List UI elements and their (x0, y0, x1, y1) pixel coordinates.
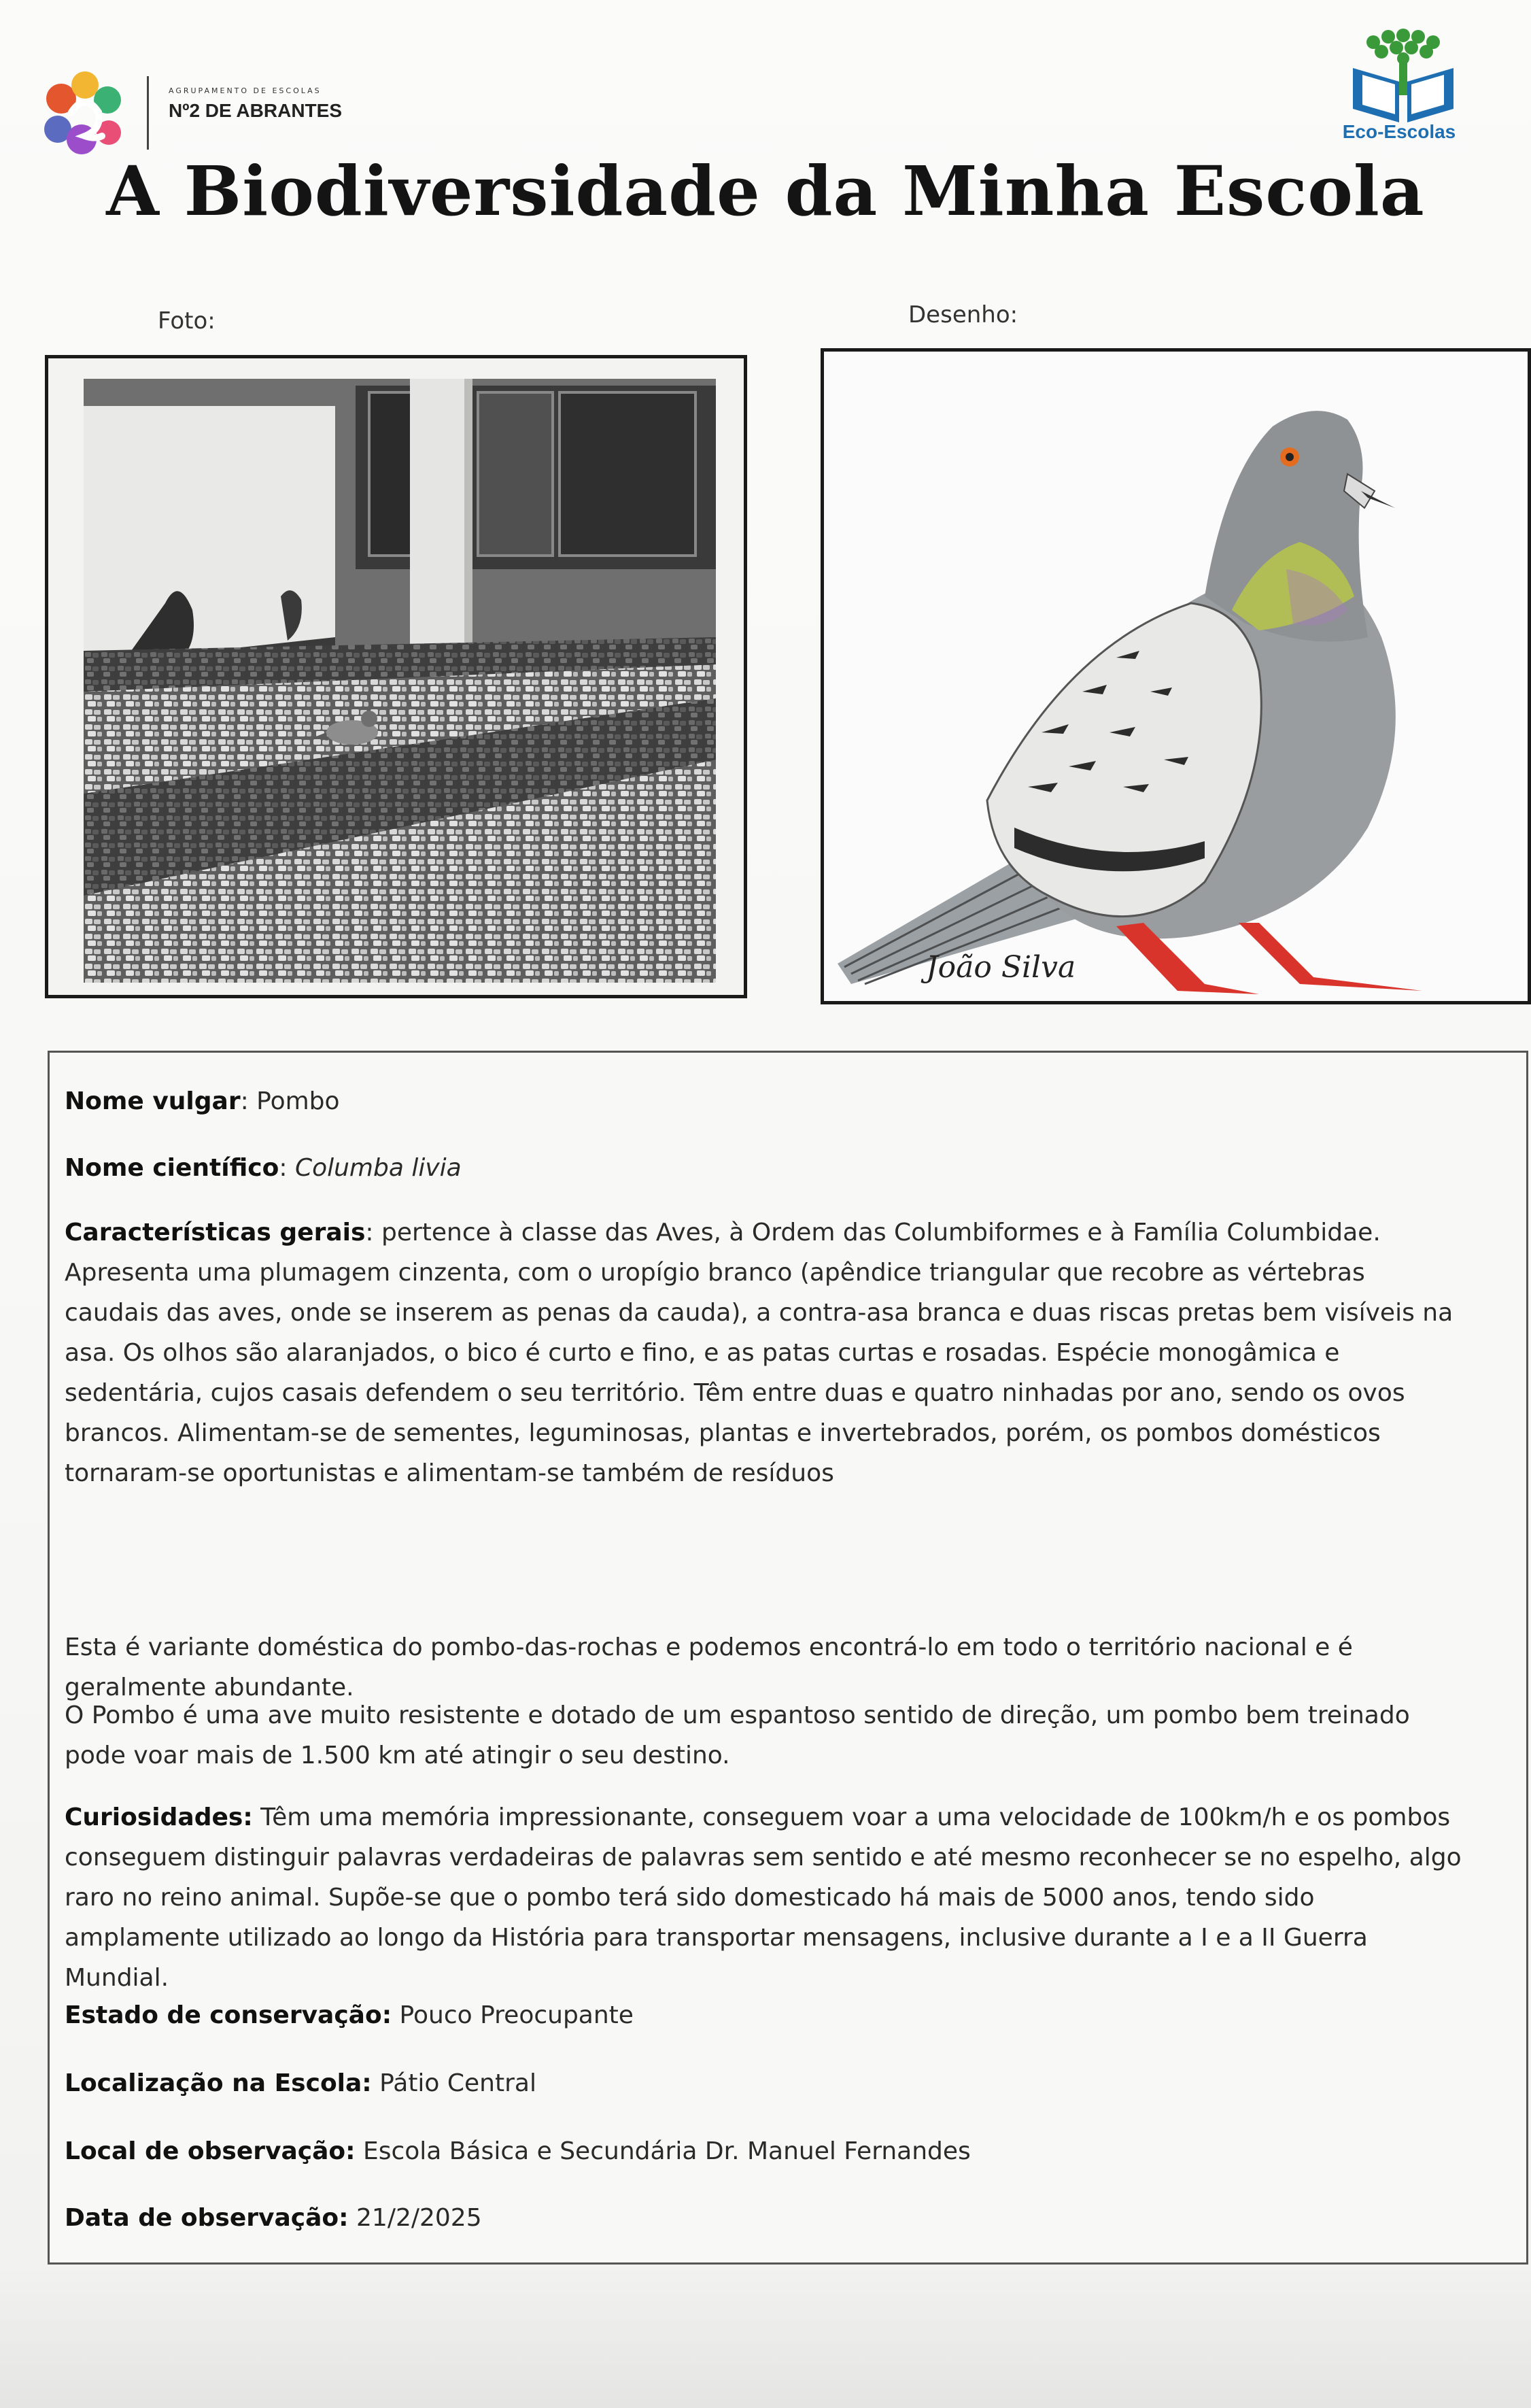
scientific-name-separator: : (279, 1154, 295, 1182)
common-name-label: Nome vulgar (65, 1087, 241, 1115)
drawing-label: Desenho: (908, 301, 1018, 328)
pigeon-photo (84, 379, 716, 983)
characteristics-text: : pertence à classe das Aves, à Ordem das Columbiformes e à Família Columbidae. Apresenta uma plumagem cinzenta, com o uropígio branco (apêndice triangular que recobre as vértebras caudais das aves, onde se inserem as penas da cauda), a contra-asa branca e duas riscas pretas bem visíveis na asa. Os olhos são alaranjados, o bico é curto e fino, e as patas curtas e rosadas. Espécie monogâmica e sedentária, cujos casais defendem o seu território. Têm entre duas e quatro ninhadas por ano, sendo os ovos brancos. Alimentam-se de sementes, leguminosas, plantas e invertebrados, porém, os pombos domésticos tornaram-se oportunistas e alimentam-se também de resíduos (65, 1219, 1453, 1487)
scientific-name-value: Columba livia (294, 1154, 462, 1182)
observation-date-line (65, 2198, 1465, 2238)
eco-escolas-label: Eco-Escolas (1342, 121, 1456, 142)
photo-frame (45, 355, 747, 998)
pigeon-drawing-icon (824, 352, 1528, 1001)
conservation-status-value: Pouco Preocupante (392, 2001, 634, 2029)
conservation-status-line (65, 1995, 1465, 2035)
observation-place-label: Local de observação: (65, 2137, 356, 2165)
school-name: Nº2 DE ABRANTES (169, 100, 342, 121)
page-title: A Biodiversidade da Minha Escola (106, 151, 1425, 231)
school-location-value: Pátio Central (371, 2069, 536, 2097)
photo-label: Foto: (158, 307, 216, 335)
curiosities-paragraph (65, 1797, 1465, 1998)
scientific-name-label: Nome científico (65, 1154, 279, 1182)
observation-date-label: Data de observação: (65, 2204, 349, 2232)
conservation-status-label: Estado de conservação: (65, 2001, 392, 2029)
curiosities-text: Têm uma memória impressionante, conseguem voar a uma velocidade de 100km/h e os pombos conseguem distinguir palavras verdadeiras de palavras sem sentido e até mesmo reconhecer se no espelho, algo raro no reino animal. Supõe-se que o pombo terá sido domesticado há mais de 5000 anos, tendo sido amplamente utilizado ao longo da História para transportar mensagens, inclusive durante a I e a II Guerra Mundial. (65, 1803, 1462, 1992)
school-divider (147, 76, 149, 150)
general-characteristics (65, 1213, 1465, 1493)
resistance-paragraph: O Pombo é uma ave muito resistente e dotado de um espantoso sentido de direção, um pombo bem treinado pode voar mais de 1.500 km até atingir o seu destino. (65, 1701, 1410, 1769)
variant-paragraph: Esta é variante doméstica do pombo-das-rochas e podemos encontrá-lo em todo o território nacional e é geralmente abundante. (65, 1633, 1353, 1701)
scientific-name-line (65, 1148, 1465, 1188)
characteristics-label: Características gerais (65, 1219, 366, 1247)
artist-signature: João Silva (926, 950, 1076, 985)
species-info-box (48, 1051, 1528, 2265)
courtyard-photo-icon (84, 379, 716, 983)
common-name-value: : Pombo (240, 1087, 340, 1115)
observation-place-value: Escola Básica e Secundária Dr. Manuel Fernandes (355, 2137, 971, 2165)
observation-date-value: 21/2/2025 (348, 2204, 482, 2232)
school-subtitle: AGRUPAMENTO DE ESCOLAS (169, 86, 322, 95)
drawing-frame (821, 348, 1531, 1004)
page-bottom-shade (0, 2265, 1531, 2408)
school-location-line (65, 2063, 1465, 2103)
common-name-line (65, 1081, 1465, 1121)
curiosities-label: Curiosidades: (65, 1803, 253, 1831)
school-location-label: Localização na Escola: (65, 2069, 372, 2097)
observation-place-line (65, 2131, 1465, 2171)
